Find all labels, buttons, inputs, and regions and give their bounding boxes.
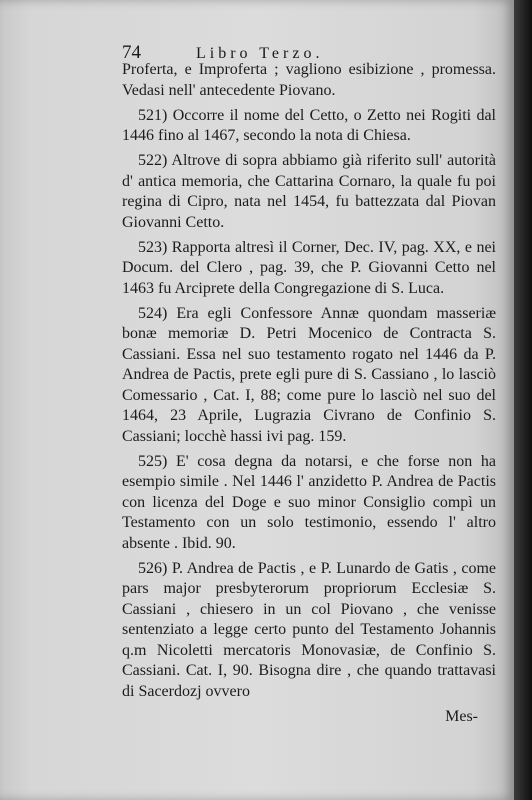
paragraph-523: 523) Rapporta altresì il Corner, Dec. IV, pag. XX, e nei Docum. del Clero , pag. 39, che P. Giovanni Cetto nel 1463 fu Arciprete della Congregazione di S. Luca. — [122, 238, 496, 297]
paragraph-continuation: Proferta, e Improferta ; vagliono esibizione , promessa. Vedasi nell' antecedente Piovano. — [122, 61, 496, 99]
body-text — [122, 60, 496, 727]
page-edge-shadow — [514, 0, 532, 800]
paragraph-522: 522) Altrove di sopra abbiamo già riferito sull' autorità d' antica memoria, che Cattarina Cornaro, la quale fu poi regina di Cipro, nata nel 1454, fu battezzata dal Piovan Giovanni Cetto. — [122, 152, 496, 231]
paragraph-524: 524) Era egli Confessore Annæ quondam masseriæ bonæ memoriæ D. Petri Mocenico de Contracta S. Cassiani. Essa nel suo testamento rogato nel 1446 da P. Andrea de Pactis, prete egli pure di S. Cassiano , lo lasciò Comessario , Cat. I, 88; come pure lo lasciò nel suo del 1464, 23 Aprile, Lugrazia Civrano de Confinio S. Cassiani; locchè hassi ivi pag. 159. — [122, 304, 496, 445]
catchword: Mes- — [445, 707, 478, 725]
running-title: Libro Terzo. — [196, 45, 324, 62]
paragraph-521: 521) Occorre il nome del Cetto, o Zetto nei Rogiti dal 1446 fino al 1467, secondo la nota di Chiesa. — [122, 106, 496, 144]
paragraph-526: 526) P. Andrea de Pactis , e P. Lunardo de Gatis , come pars major presbyterorum propriorum Ecclesiæ S. Cassiani , chiesero in un col Piovano , che venisse sentenziato a legge certo punto del Testamento Johannis q.m Nicoletti mercatoris Monovasiæ, de Confinio S. Cassiani. Cat. I, 90. Bisogna dire , che quando trattavasi di Sacerdozj ovvero — [122, 559, 496, 700]
page-number: 74 — [122, 42, 141, 63]
paragraph-525: 525) E' cosa degna da notarsi, e che forse non ha esempio simile . Nel 1446 l' anzidetto P. Andrea de Pactis con licenza del Doge e suo minor Consiglio compì un Testamento con un solo testimonio, essendo l' altro absente . Ibid. 90. — [122, 452, 496, 552]
